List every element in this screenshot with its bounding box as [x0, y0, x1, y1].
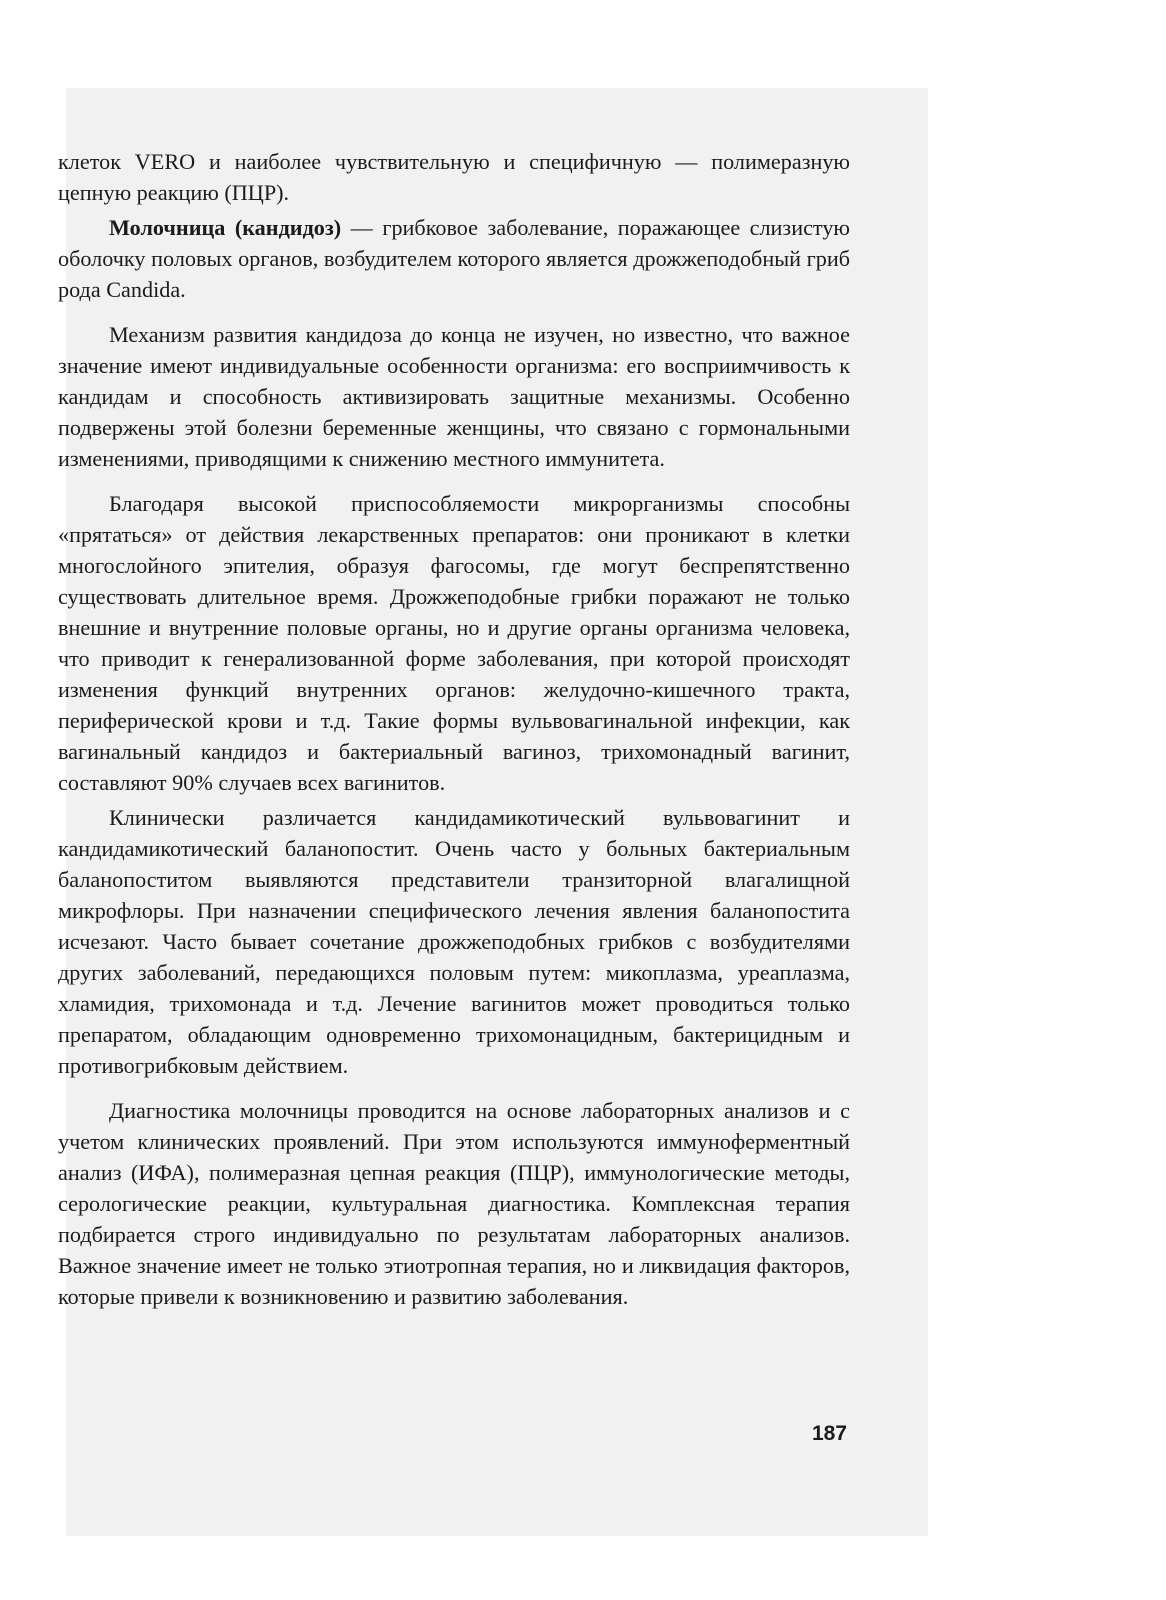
page-number: 187 — [811, 1422, 847, 1445]
paragraph-diagnostics — [58, 1095, 850, 1312]
paragraph-continuation — [58, 146, 850, 208]
term-heading: Молочница (кандидоз) — [109, 215, 342, 240]
paragraph-text: Механизм развития кандидоза до конца не изучен, но известно, что важное значение имеют индивидуальные особенности организма: его восприимчивость к кандидам и способность активизировать защитные механизмы. Особенно подвержены этой болезни беременные женщины, что связано с гормональными изменениями, приводящими к снижению местного иммунитета. — [58, 322, 850, 471]
paragraph-text: — грибковое заболевание, поражающее слизистую оболочку половых органов, возбудителем которого является дрожжеподобный гриб рода Candida. — [58, 215, 850, 302]
paragraph-clinical — [58, 802, 850, 1081]
paragraph-text: Благодаря высокой приспособляемости микрорганизмы способны «прятаться» от действия лекарственных препаратов: они проникают в клетки многослойного эпителия, образуя фагосомы, где могут беспрепятственно существовать длительное время. Дрожжеподобные грибки поражают не только внешние и внутренние половые органы, но и другие органы организма человека, что приводит к генерализованной форме заболевания, при которой происходят изменения функций внутренних органов: желудочно-кишечного тракта, периферической крови и т.д. Такие формы вульвовагинальной инфекции, как вагинальный кандидоз и бактериальный вагиноз, трихомонадный вагинит, составляют 90% случаев всех вагинитов. — [58, 491, 850, 795]
paragraph-definition — [58, 212, 850, 305]
paragraph-mechanism — [58, 319, 850, 474]
paragraph-adaptability — [58, 488, 850, 798]
paragraph-text: Диагностика молочницы проводится на основе лабораторных анализов и с учетом клинических проявлений. При этом используются иммуноферментный анализ (ИФА), полимеразная цепная реакция (ПЦР), иммунологические методы, серологические реакции, культуральная диагностика. Комплексная терапия подбирается строго индивидуально по результатам лабораторных анализов. Важное значение имеет не только этиотропная терапия, но и ликвидация факторов, которые привели к возникновению и развитию заболевания. — [58, 1098, 850, 1309]
body-text — [58, 146, 850, 1312]
paragraph-text: клеток VERO и наиболее чувствительную и специфичную — полимеразную цепную реакцию (ПЦР). — [58, 149, 850, 205]
paragraph-text: Клинически различается кандидамикотический вульвовагинит и кандидамикотический баланопостит. Очень часто у больных бактериальным баланопоститом выявляются представители транзиторной влагалищной микрофлоры. При назначении специфического лечения явления баланопостита исчезают. Часто бывает сочетание дрожжеподобных грибков с возбудителями других заболеваний, передающихся половым путем: микоплазма, уреаплазма, хламидия, трихомонада и т.д. Лечение вагинитов может проводиться только препаратом, обладающим одновременно трихомонацидным, бактерицидным и противогрибковым действием. — [58, 805, 850, 1078]
